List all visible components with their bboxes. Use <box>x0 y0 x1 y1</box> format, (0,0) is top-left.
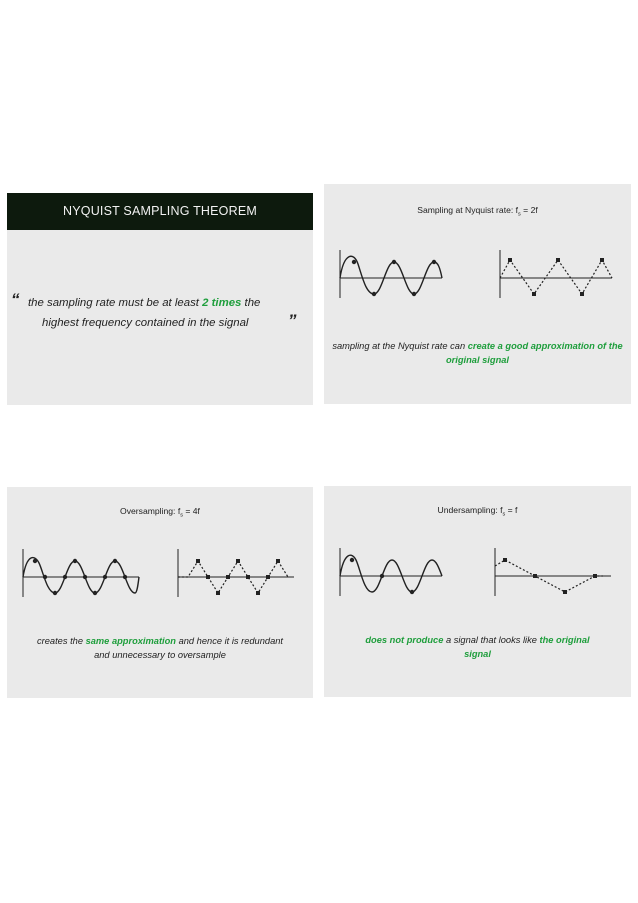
sample-point <box>236 559 240 563</box>
original-signal-graph <box>334 544 444 604</box>
slide-heading <box>7 506 313 519</box>
sample-point <box>93 591 97 595</box>
sample-point <box>113 559 117 563</box>
slide-heading <box>324 205 631 218</box>
open-quote-mark: “ <box>11 290 20 309</box>
sample-point <box>410 590 414 594</box>
heading-subscript: s <box>502 511 506 518</box>
sample-point <box>563 590 567 594</box>
caption-accent: same approximation <box>85 636 176 646</box>
heading-text: Undersampling: f <box>437 505 503 515</box>
sample-point <box>206 575 210 579</box>
caption-text: creates the <box>37 636 86 646</box>
caption-accent: does not produce <box>365 635 444 645</box>
sampled-signal-graph <box>489 544 614 604</box>
original-signal-graph <box>334 246 444 306</box>
sample-point <box>432 260 436 264</box>
heading-text: = 4f <box>182 506 200 516</box>
sample-point <box>246 575 250 579</box>
sample-point <box>196 559 200 563</box>
sampled-signal-graph <box>494 246 614 306</box>
sample-point <box>412 292 416 296</box>
sample-point <box>532 292 536 296</box>
sample-point <box>508 258 512 262</box>
sampled-signal-graph <box>172 545 297 605</box>
caption-accent: the original <box>539 635 590 645</box>
heading-text: = f <box>505 505 518 515</box>
slide-caption <box>7 634 313 662</box>
sample-point <box>372 292 376 296</box>
caption-text: and hence it is redundant <box>176 636 283 646</box>
heading-text: Sampling at Nyquist rate: f <box>417 205 519 215</box>
caption-line-2: signal <box>464 649 491 659</box>
sample-point <box>380 574 384 578</box>
sample-point <box>63 575 67 579</box>
slide-caption <box>324 633 631 661</box>
heading-text: = 2f <box>520 205 538 215</box>
sine-wave <box>23 558 139 593</box>
quote-line-1 <box>28 297 260 309</box>
caption-text: a signal that looks like <box>443 635 540 645</box>
sample-point <box>600 258 604 262</box>
caption-line-2: and unnecessary to oversample <box>94 650 226 660</box>
sample-point <box>533 574 537 578</box>
quote-accent: 2 times <box>202 297 242 309</box>
slide-oversampling <box>7 487 313 698</box>
sample-point <box>73 559 77 563</box>
slide-title: NYQUIST SAMPLING THEOREM <box>7 193 313 230</box>
sample-point <box>53 591 57 595</box>
sample-point <box>43 575 47 579</box>
sample-point <box>350 558 354 562</box>
sample-point <box>256 591 260 595</box>
original-signal-graph <box>17 545 142 605</box>
sample-point <box>33 559 37 563</box>
sample-point <box>83 575 87 579</box>
quote-line-2: highest frequency contained in the signal <box>42 317 249 329</box>
slide-undersampling <box>324 486 631 697</box>
sample-point <box>352 260 356 264</box>
caption-line-1 <box>324 633 631 647</box>
sample-point <box>123 575 127 579</box>
slide-heading <box>324 505 631 518</box>
sample-point <box>392 260 396 264</box>
slide-caption <box>324 339 631 367</box>
caption-text: sampling at the Nyquist rate can <box>332 341 468 351</box>
sample-point <box>556 258 560 262</box>
slide-nyquist-rate <box>324 184 631 404</box>
slide-nyquist-theorem <box>7 193 313 405</box>
sample-point <box>216 591 220 595</box>
heading-subscript: s <box>180 512 183 519</box>
sample-point <box>593 574 597 578</box>
heading-subscript: s <box>518 211 521 218</box>
sample-point <box>503 558 507 562</box>
sampled-dotted-line <box>500 260 612 294</box>
quote-text: the <box>241 297 261 309</box>
heading-text: Oversampling: f <box>120 506 181 516</box>
sample-point <box>266 575 270 579</box>
sample-point <box>580 292 584 296</box>
caption-line-1 <box>7 634 313 648</box>
sample-point <box>226 575 230 579</box>
sample-point <box>276 559 280 563</box>
sine-wave <box>340 555 442 592</box>
quote-text: the sampling rate must be at least <box>28 297 203 309</box>
close-quote-mark: ” <box>288 311 297 330</box>
caption-accent: create a good approximation of the original signal <box>445 341 623 365</box>
sample-point <box>103 575 107 579</box>
